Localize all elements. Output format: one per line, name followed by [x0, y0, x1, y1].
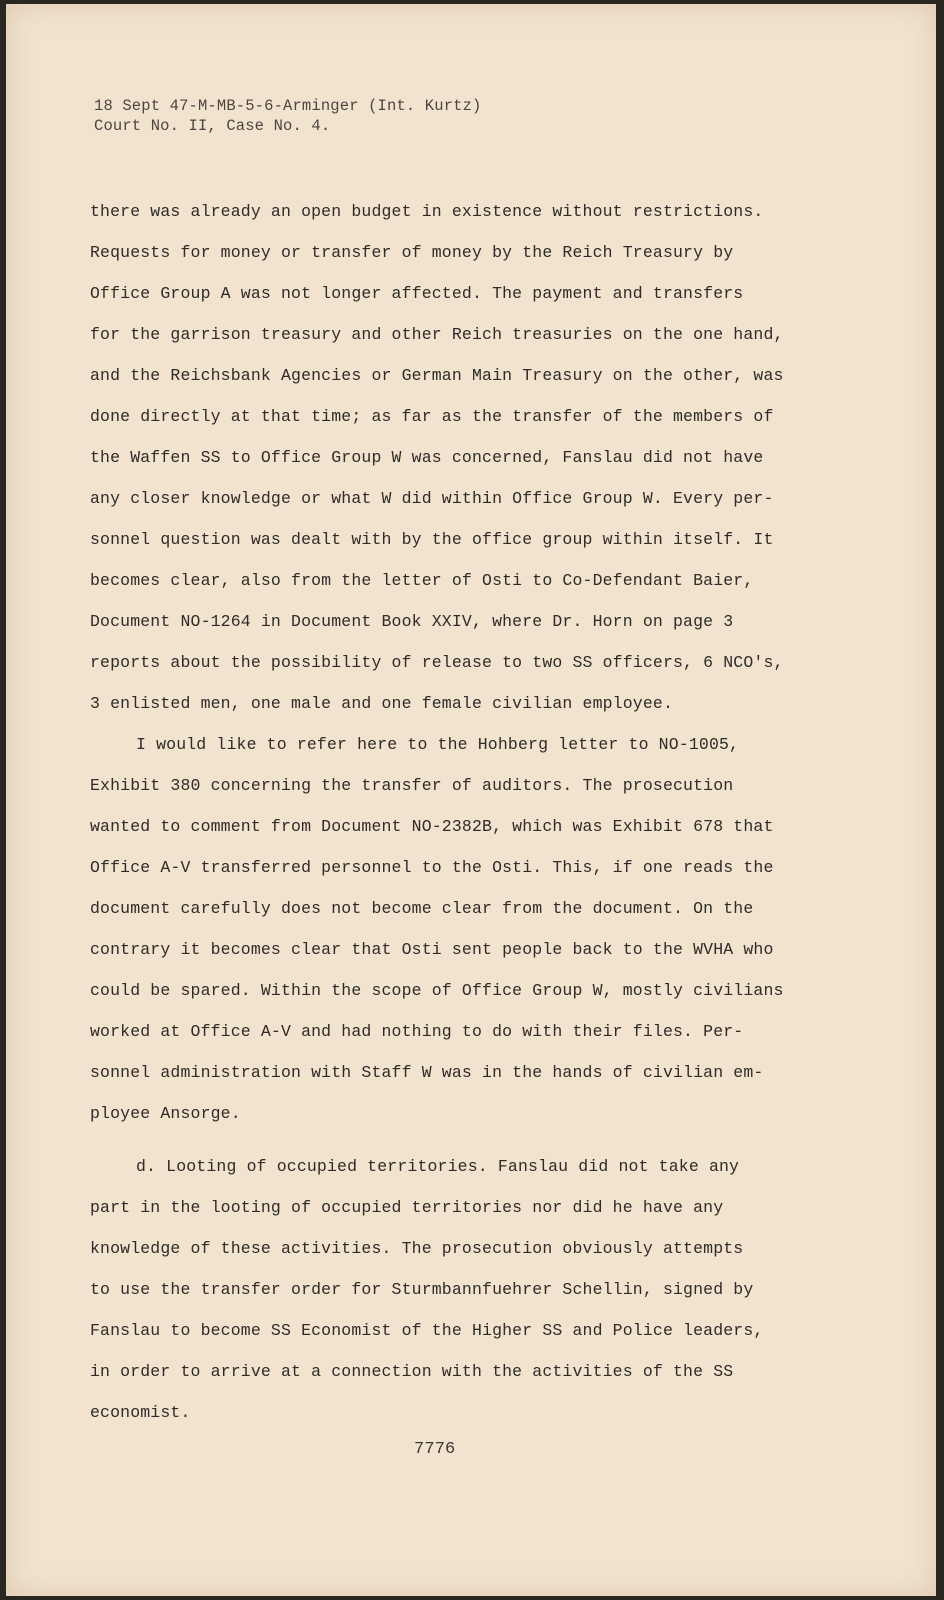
text-line: to use the transfer order for Sturmbannfuehrer Schellin, signed by [90, 1280, 754, 1299]
document-page [6, 4, 936, 1596]
text-line: economist. [90, 1403, 191, 1422]
text-line: I would like to refer here to the Hohberg letter to NO-1005, [136, 735, 740, 754]
text-line: contrary it becomes clear that Osti sent people back to the WVHA who [90, 940, 774, 959]
text-line: becomes clear, also from the letter of Osti to Co-Defendant Baier, [90, 571, 754, 590]
text-line: ployee Ansorge. [90, 1104, 241, 1123]
text-line: worked at Office A-V and had nothing to do with their files. Per- [90, 1022, 744, 1041]
text-line: sonnel question was dealt with by the office group within itself. It [90, 530, 774, 549]
text-line: knowledge of these activities. The prosecution obviously attempts [90, 1239, 744, 1258]
text-line: for the garrison treasury and other Reich treasuries on the one hand, [90, 325, 784, 344]
text-line: document carefully does not become clear from the document. On the [90, 899, 754, 918]
text-line: Fanslau to become SS Economist of the Higher SS and Police leaders, [90, 1321, 764, 1340]
text-line: and the Reichsbank Agencies or German Main Treasury on the other, was [90, 366, 784, 385]
text-line: 3 enlisted men, one male and one female civilian employee. [90, 694, 673, 713]
text-line: Exhibit 380 concerning the transfer of auditors. The prosecution [90, 776, 734, 795]
text-line: in order to arrive at a connection with the activities of the SS [90, 1362, 734, 1381]
text-line: reports about the possibility of release to two SS officers, 6 NCO's, [90, 653, 784, 672]
header-block [94, 96, 482, 136]
text-line: done directly at that time; as far as the transfer of the members of [90, 407, 774, 426]
text-line: part in the looting of occupied territories nor did he have any [90, 1198, 724, 1217]
header-line-2: Court No. II, Case No. 4. [94, 117, 331, 135]
body-text [90, 200, 810, 1442]
text-line: the Waffen SS to Office Group W was concerned, Fanslau did not have [90, 448, 764, 467]
text-line: there was already an open budget in existence without restrictions. [90, 202, 764, 221]
text-line: could be spared. Within the scope of Office Group W, mostly civilians [90, 981, 784, 1000]
text-line: Document NO-1264 in Document Book XXIV, where Dr. Horn on page 3 [90, 612, 734, 631]
text-line: Requests for money or transfer of money by the Reich Treasury by [90, 243, 734, 262]
text-line: wanted to comment from Document NO-2382B, which was Exhibit 678 that [90, 817, 774, 836]
text-line: Office Group A was not longer affected. The payment and transfers [90, 284, 744, 303]
text-line: Office A-V transferred personnel to the Osti. This, if one reads the [90, 858, 774, 877]
text-line: sonnel administration with Staff W was in the hands of civilian em- [90, 1063, 764, 1082]
page-number: 7776 [414, 1440, 456, 1459]
header-line-1: 18 Sept 47-M-MB-5-6-Arminger (Int. Kurtz) [94, 97, 482, 115]
text-line: any closer knowledge or what W did within Office Group W. Every per- [90, 489, 774, 508]
text-line: d. Looting of occupied territories. Fanslau did not take any [136, 1157, 740, 1176]
